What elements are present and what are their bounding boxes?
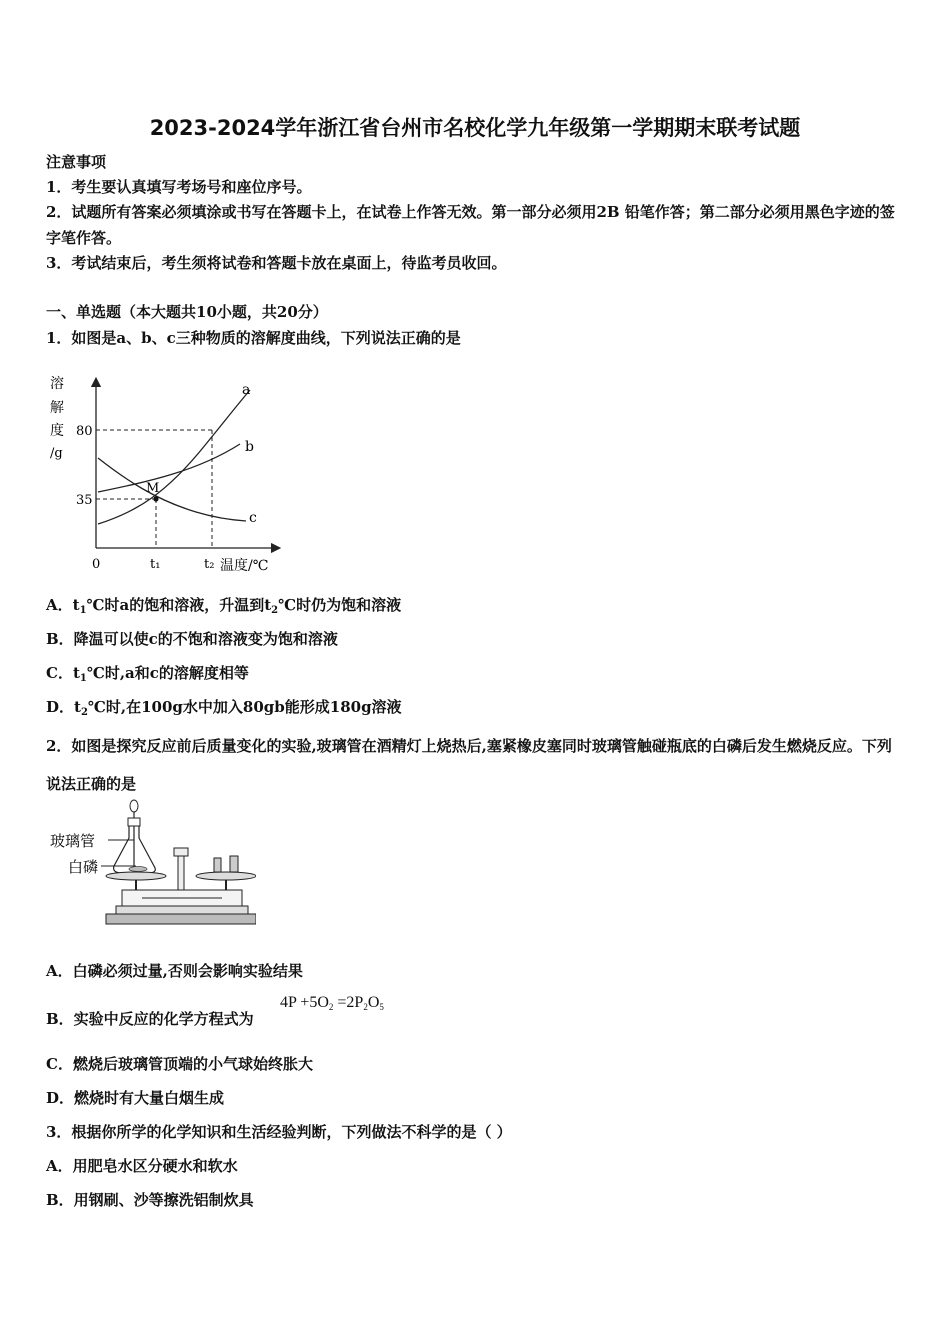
q1-stem: 1．如图是a、b、c三种物质的溶解度曲线，下列说法正确的是 <box>46 329 461 347</box>
point-M-label: M <box>146 481 160 496</box>
q3-stem: 3．根据你所学的化学知识和生活经验判断，下列做法不科学的是（ ） <box>46 1123 512 1141</box>
label-glass-tube: 玻璃管 <box>50 832 96 850</box>
curve-c-label: c <box>249 510 257 526</box>
q2-stem: 2．如图是探究反应前后质量变化的实验,玻璃管在酒精灯上烧热后,塞紧橡皮塞同时玻璃管触碰瓶底的白磷后发生燃烧反应。下列说法正确的是 <box>46 737 892 793</box>
notice-item-3: 3．考试结束后，考生须将试卷和答题卡放在桌面上，待监考员收回。 <box>46 254 507 272</box>
q3-option-a: A．用肥皂水区分硬水和软水 <box>46 1157 238 1175</box>
curve-a-label: a <box>242 382 251 398</box>
solubility-chart <box>46 372 286 580</box>
point-M <box>153 496 158 501</box>
q2-option-b: B．实验中反应的化学方程式为 <box>46 1010 254 1028</box>
q2-option-c: C．燃烧后玻璃管顶端的小气球始终胀大 <box>46 1055 313 1073</box>
q2-equation: $4P +5O_2 =2P_2O_5$ <box>280 994 384 1012</box>
x-tick-t1: t₁ <box>150 557 161 572</box>
y-tick-80: 80 <box>76 424 93 439</box>
notice-item-1: 1．考生要认真填写考场号和座位序号。 <box>46 178 312 196</box>
y-axis-label-char-2: 解 <box>50 400 64 416</box>
q2-option-d: D．燃烧时有大量白烟生成 <box>46 1089 225 1107</box>
q2-option-a: A．白磷必须过量,否则会影响实验结果 <box>46 962 303 980</box>
y-tick-35: 35 <box>76 493 93 508</box>
notice-heading: 注意事项 <box>46 153 107 171</box>
flask <box>114 800 156 873</box>
q1-option-b: B．降温可以使c的不饱和溶液变为饱和溶液 <box>46 630 338 648</box>
x-axis-label: 温度/℃ <box>220 558 269 574</box>
label-white-phosphorus: 白磷 <box>68 858 99 876</box>
q1-option-a: A．$t_1℃$时a的饱和溶液，升温到$t_2℃$时仍为饱和溶液 <box>46 596 402 616</box>
y-axis-label-char-3: 度 <box>50 423 64 439</box>
section-heading: 一、单选题（本大题共10小题，共20分） <box>46 303 328 321</box>
curve-b-label: b <box>245 439 254 455</box>
balance <box>106 848 256 924</box>
page-title: 2023-2024学年浙江省台州市名校化学九年级第一学期期末联考试题 <box>149 116 801 140</box>
q3-option-b: B．用钢刷、沙等擦洗铝制炊具 <box>46 1191 254 1209</box>
curve-c <box>98 458 246 521</box>
y-axis-label-char-1: 溶 <box>50 376 64 392</box>
balance-apparatus <box>46 796 256 938</box>
q1-option-d: D．$t_2℃$时,在100g水中加入80gb能形成180g溶液 <box>46 698 402 718</box>
q1-option-c: C．$t_1℃$时,a和c的溶解度相等 <box>46 664 249 684</box>
notice-item-2: 2．试题所有答案必须填涂或书写在答题卡上，在试卷上作答无效。第一部分必须用2B 铅笔作答；第二部分必须用黑色字迹的签字笔作答。 <box>46 203 895 247</box>
x-tick-t2: t₂ <box>204 557 215 572</box>
x-tick-0: 0 <box>92 557 101 572</box>
y-axis-label-char-4: /g <box>50 446 63 461</box>
